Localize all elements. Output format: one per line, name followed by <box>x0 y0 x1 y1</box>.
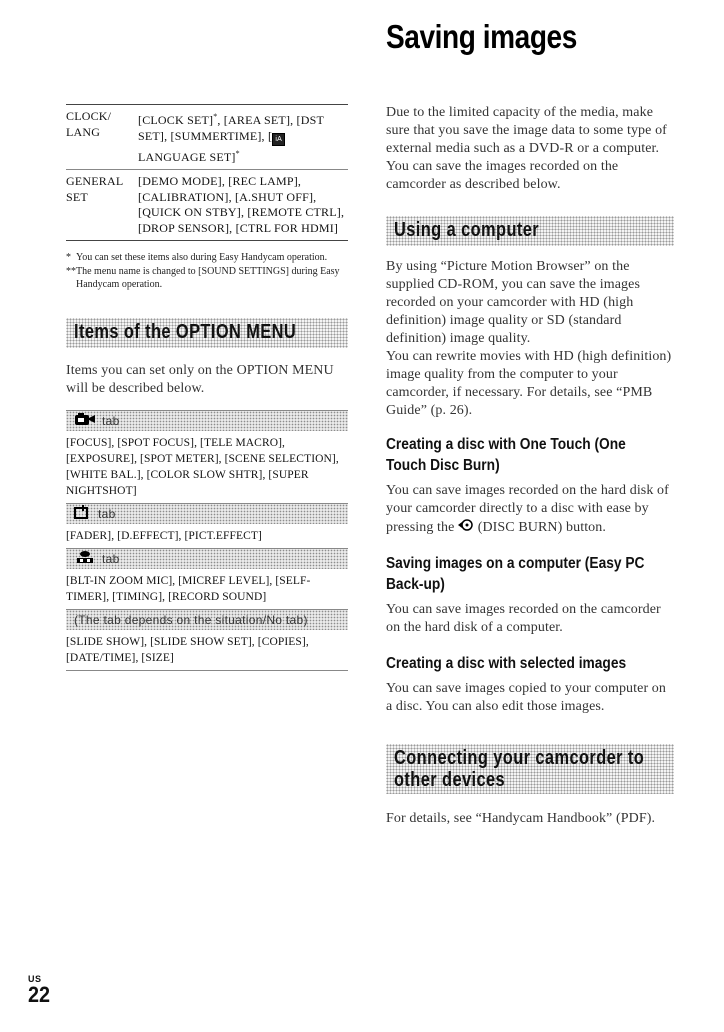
disc-burn-icon <box>458 518 474 536</box>
tab-items: [FOCUS], [SPOT FOCUS], [TELE MACRO], [EXPOSURE], [SPOT METER], [SCENE SELECTION], [WHITE BAL.], [COLOR SLOW SHTR], [SUPER NIGHTSHOT] <box>66 436 339 497</box>
subheading-easy-pc-backup: Saving images on a computer (Easy PC Back-up) <box>386 555 645 593</box>
tab-block-situational <box>66 609 348 671</box>
connecting-devices-heading: Connecting your camcorder to other devices <box>386 744 674 794</box>
setting-name: GENERAL SET <box>66 174 124 204</box>
tab-header: tab <box>66 503 348 524</box>
effect-icon <box>74 505 92 522</box>
page-footer <box>28 974 52 1006</box>
footnote-mark: ** <box>66 265 76 277</box>
footnote-text: The menu name is changed to [SOUND SETTINGS] during Easy Handycam operation. <box>76 265 340 290</box>
tab-header: tab <box>66 410 348 431</box>
connecting-devices-body: For details, see “Handycam Handbook” (PDF). <box>386 811 656 826</box>
footnote <box>66 265 348 292</box>
tab-block-camera <box>66 410 348 503</box>
tab-items: [BLT-IN ZOOM MIC], [MICREF LEVEL], [SELF-TIMER], [TIMING], [RECORD SOUND] <box>66 574 311 603</box>
setting-row-clock-lang <box>66 105 348 169</box>
setting-items: [DEMO MODE], [REC LAMP], [CALIBRATION], [A.SHUT OFF], [QUICK ON STBY], [REMOTE CTRL], [DROP SENSOR], [CTRL FOR HDMI] <box>138 174 345 235</box>
setting-items: [CLOCK SET]*, [AREA SET], [DST SET], [SUMMERTIME], [ iA LANGUAGE SET]* <box>138 112 324 164</box>
footnotes <box>66 251 348 292</box>
setting-name: CLOCK/ LANG <box>66 109 112 139</box>
ia-icon: iA <box>272 133 285 146</box>
tab-block-microphone <box>66 548 348 609</box>
settings-table <box>66 104 348 241</box>
tab-header: tab <box>66 548 348 569</box>
option-menu-heading: Items of the OPTION MENU <box>66 318 348 348</box>
one-touch-body: You can save images recorded on the hard disk of your camcorder directly to a disc with ease by pressing the (DISC BURN) button. <box>386 483 669 535</box>
left-column <box>66 104 348 671</box>
footnote-text: You can set these items also during Easy Handycam operation. <box>76 252 328 263</box>
tab-block-effect <box>66 503 348 548</box>
tab-items: [FADER], [D.EFFECT], [PICT.EFFECT] <box>66 529 262 542</box>
page-number: 22 <box>28 982 51 1007</box>
tab-header: (The tab depends on the situation/No tab) <box>66 609 348 630</box>
easy-pc-backup-body: You can save images recorded on the camcorder on the hard disk of a computer. <box>386 602 661 635</box>
footnote <box>66 251 348 265</box>
selected-images-body: You can save images copied to your computer on a disc. You can also edit those images. <box>386 681 667 714</box>
camera-icon <box>74 412 96 429</box>
right-column <box>386 104 674 828</box>
region-code: US <box>28 974 42 984</box>
footnote-mark: * <box>66 252 71 263</box>
page-title: Saving images <box>386 18 577 55</box>
using-computer-heading: Using a computer <box>386 216 674 246</box>
option-menu-intro: Items you can set only on the OPTION MENU will be described below. <box>66 362 334 396</box>
subheading-selected-images: Creating a disc with selected images <box>386 655 627 672</box>
tab-items: [SLIDE SHOW], [SLIDE SHOW SET], [COPIES], [DATE/TIME], [SIZE] <box>66 635 309 664</box>
using-computer-body: By using “Picture Motion Browser” on the supplied CD-ROM, you can save the images recorded on your camcorder with HD (high definition) image quality or SD (standard definition) image quality. You can rewrite movies with HD (high definition) image quality from the computer to your camcorder, if necessary. For details, see “PMB Guide” (p. 26). <box>386 259 672 418</box>
saving-intro: Due to the limited capacity of the media, make sure that you save the image data to some type of external media such as a DVD-R or a computer. You can save the images recorded on the camcorder as described below. <box>386 105 667 192</box>
setting-row-general-set <box>66 169 348 240</box>
subheading-one-touch: Creating a disc with One Touch (One Touch Disc Burn) <box>386 436 626 474</box>
microphone-icon <box>74 550 96 567</box>
